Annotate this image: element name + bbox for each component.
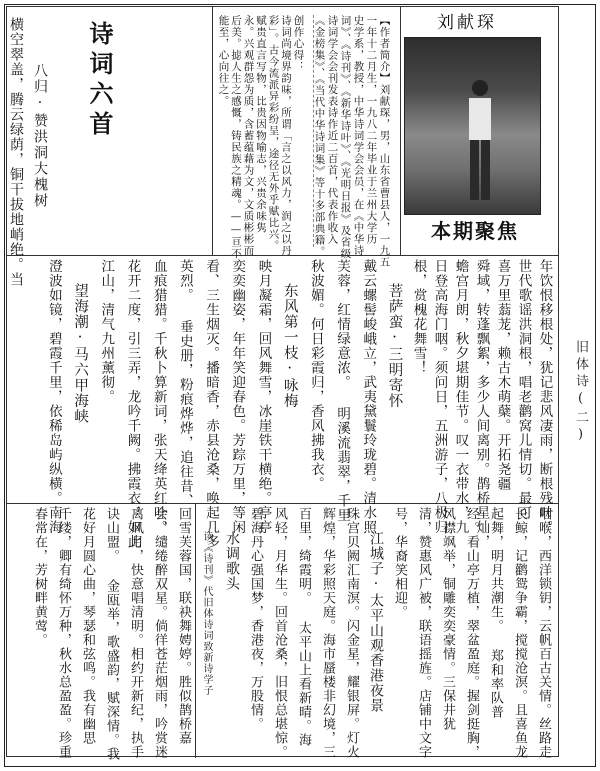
section-label: 旧体诗(二) bbox=[573, 340, 588, 446]
bottom-poem-line: 长鲸，记鹳鸳争霸，搅搅沧溟。且喜鱼龙 bbox=[512, 507, 527, 759]
author-bio-line: 【作者简介】刘献琛，男，山东省曹县人，一九五 bbox=[378, 15, 391, 268]
author-bio-line: 诗词学会会刊发表诗作近二百首，代表作收入 bbox=[326, 15, 339, 245]
section-rail bbox=[564, 10, 592, 755]
bottom-poem-line: 号，华裔笑相迎。 bbox=[392, 507, 407, 619]
bottom-poem-line: 珠宫贝阙汇南溟。闪金星，耀银屏。灯火 bbox=[344, 507, 359, 759]
bottom-poem-line: 千缕，卿有绮怀万种，秋水总盈盈。珍重 bbox=[56, 507, 71, 759]
bottom-poem-line: 花好月圆心曲，琴瑟和弦鸣。我有幽思 bbox=[80, 507, 95, 745]
intro-line: 创作心得： bbox=[292, 15, 305, 73]
bagui-line: 世代歌谣洪洞根，唱老鹳窝儿情切。最可 bbox=[515, 259, 532, 520]
mid-poem-line: 澄波如镜，碧霞千里，依稀岛屿纵横。南海 bbox=[45, 259, 62, 535]
author-bio-line: 《金榜集》、《当代中华诗词集》等十多部典籍。 bbox=[313, 15, 326, 258]
bottom-poem-line: 起舞，明月共潮生。 郑和率队普 bbox=[488, 507, 503, 719]
mid-poem-line: 看、三生烟灭。播暗香，赤县沧桑，唤起几多 bbox=[203, 259, 220, 549]
feature-title: 本期聚焦 bbox=[431, 219, 519, 243]
bottom-poem-line: 碧海丹心强国梦，香港夜，万股情。 bbox=[248, 507, 263, 731]
mid-poem-line: 花开二度，引三弄，龙吟千阙。拂霞衣，如此 bbox=[124, 259, 141, 549]
poem-title-bagui: 八归·赞洪洞大槐树 bbox=[32, 63, 48, 209]
author-bio-line: 一年十二月生，一九八二年毕业于兰州大学历 bbox=[365, 15, 378, 245]
mid-poem-line: 映月凝霜，回风舞雪，冰崖铁干横绝。亭亭 bbox=[255, 259, 272, 535]
bottom-poem-line: 诀山盟。 金瓯举，歌盛韵，赋深情。我 bbox=[104, 507, 119, 761]
intro-line: 诗词尚境界韵味，所谓「言之以风力，润之以丹 bbox=[280, 15, 292, 257]
author-photo bbox=[404, 37, 541, 215]
bottom-poem-line: 春常在，芳树畔黄莺。 bbox=[32, 507, 47, 647]
bottom-poem-line: 回雪芙蓉国，联袂舞娉婷。胜似鹊桥嘉 bbox=[176, 507, 191, 745]
bottom-poem-line: 经。看山亭万植，翠盆盈庭。握剑挺胸， bbox=[464, 507, 479, 759]
bottom-poem-title: 读《诗刊》代旧体诗词致新诗学子 bbox=[201, 531, 212, 696]
mid-poem-title: 菩萨蛮·三明寄怀 bbox=[386, 283, 403, 409]
bottom-poem-line: 离风月，快意唱清明。相约开新纪，执手 bbox=[128, 507, 143, 759]
mid-poem-line: 芙蓉，红情绿意浓。 明溪流翡翠，千里 bbox=[334, 259, 351, 523]
intro-line: 永。兴观群怨为质，含蓄蕴藉为文，文质彬彬而 bbox=[242, 15, 255, 257]
mid-poem-title: 望海潮·马六甲海峡 bbox=[72, 283, 89, 424]
page-title: 诗词六首 bbox=[85, 21, 114, 141]
author-bio-line: 词》、《诗刊》、《新华诗叶》、《光明日报》及省级 bbox=[339, 15, 352, 260]
bagui-line: 蟾宫月朗，秋夕堪期佳节。叹一衣带水，九 bbox=[452, 259, 469, 535]
mid-poem-line: 血痕猎猎。千秋卜算新词，张天绛英红叶。 bbox=[150, 259, 167, 535]
bagui-line: 舜域，转蓬飘絮，多少人间离别。鹊桥星灿， bbox=[473, 259, 490, 549]
author-bio-line: 史学系，教授，中华诗词学会会员，在《中华诗 bbox=[352, 15, 365, 257]
column-divider-heading bbox=[212, 7, 213, 255]
bottom-poem-line: 风轻，月华生。回首沧桑，旧恨总堪惊。 bbox=[272, 507, 287, 759]
poem-line: 横空翠盖，腾云绿荫，铜干拔地峭绝。当 bbox=[8, 17, 24, 287]
column-divider-author bbox=[400, 7, 401, 255]
column-divider-water bbox=[195, 503, 196, 758]
person-figure-icon bbox=[460, 78, 500, 206]
bagui-line: 根，赏槐花舞雪！ bbox=[410, 259, 427, 375]
bottom-poem-title: 水调歌头 bbox=[224, 531, 240, 591]
intro-line: 赋贵直言写物，比贵因物喻志，兴贵余味隽 bbox=[255, 15, 267, 234]
bottom-poem-line: 百里，绮霞明。 太平山上看新晴。海 bbox=[296, 507, 311, 747]
bottom-poem-line: 风襟飒举，铜雕奕奕豪情。三保井犹 bbox=[440, 507, 455, 731]
mid-poem-title: 东风第一枝·咏梅 bbox=[281, 283, 298, 409]
intro-line: 彩」。古今流派异彩纷呈，途径无外乎赋比兴。 bbox=[267, 15, 280, 252]
bottom-poem-line: 清，赞惠风广被，联语摇旌。店铺中文字 bbox=[416, 507, 431, 759]
intro-line: 能至，心向往之。 bbox=[217, 15, 230, 107]
bagui-line: 日登高海门咽。须问日，五洲游子，八极归 bbox=[431, 259, 448, 535]
intro-line: 后美。摅人生之感慨，铸民族之精魂。——亘不 bbox=[230, 15, 242, 260]
bagui-line: 年饮恨移根处，犹记悲风凄雨，断根残叶。 bbox=[536, 259, 553, 535]
bottom-poem-line: 会，缱绻醉双星。倘徉苍茫烟雨，吟赏迷 bbox=[152, 507, 167, 759]
bottom-poem-line: 咽喉，西洋锁钥，云帆百古关情。丝路走 bbox=[536, 507, 551, 759]
author-name: 刘献琛 bbox=[437, 13, 497, 33]
mid-poem-line: 英烈。 垂史册，粉痕烨烨，追往昔、 bbox=[176, 259, 193, 508]
bottom-poem-line: 辉煌，华彩照天庭。海市蜃楼非幻境，三 bbox=[320, 507, 335, 759]
mid-poem-line: 秋波媚。何日彩霞归，香风拂我衣。 bbox=[307, 259, 324, 491]
mid-poem-line: 戴云螺髻峻峨立，武夷黛鬟玲珑碧。清水照 bbox=[360, 259, 377, 535]
mid-poem-line: 奕奕幽姿，年年笑迎春色。芳踪万里，等闲 bbox=[229, 259, 246, 535]
bottom-poem-title: 江城子·太平山观香港夜景 bbox=[368, 531, 384, 713]
mid-poem-line: 江山，清气九州薰彻。 bbox=[98, 259, 115, 404]
bagui-line: 喜万里蓊茏，赖古木萌蘖。开拓尧疆 bbox=[494, 259, 511, 491]
